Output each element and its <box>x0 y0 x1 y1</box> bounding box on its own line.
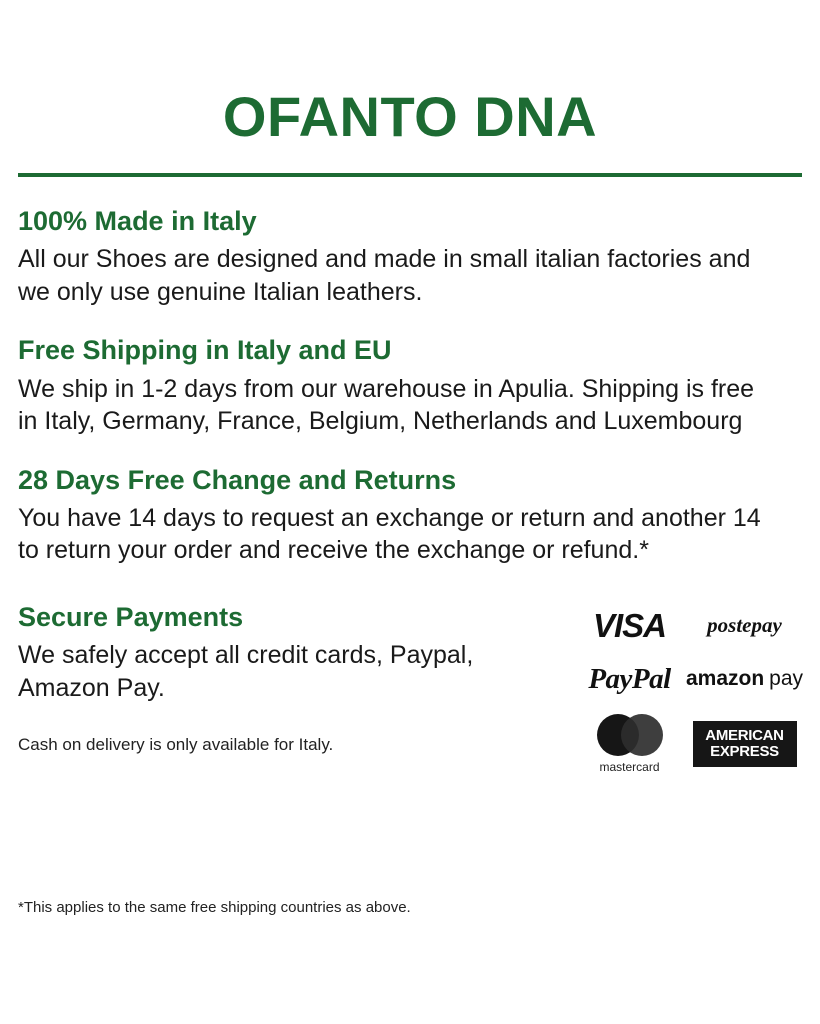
visa-label: VISA <box>592 606 667 644</box>
section-heading: Secure Payments <box>18 601 244 632</box>
payment-logo-row <box>572 663 802 696</box>
postepay-label: postepay <box>707 613 782 638</box>
amazon-pay-brand: amazon <box>685 667 765 691</box>
section-heading: 100% Made in Italy <box>18 205 257 236</box>
amazon-pay-icon <box>687 667 802 691</box>
cash-on-delivery-note: Cash on delivery is only available for Italy. <box>18 735 334 755</box>
amazon-pay-word: pay <box>769 667 804 691</box>
payment-logo-row <box>572 607 802 645</box>
amex-icon <box>687 721 802 767</box>
section-body: All our Shoes are designed and made in small italian factories and we only use genuine Italian leathers. <box>18 245 751 306</box>
visa-icon <box>572 607 687 645</box>
section-secure-payments <box>18 601 802 792</box>
section-body: You have 14 days to request an exchange or return and another 14 to return your order and receive the exchange or refund.* <box>18 503 761 565</box>
footnote: *This applies to the same free shipping countries as above. <box>18 899 411 916</box>
mastercard-circles <box>597 714 663 756</box>
postepay-icon <box>687 613 802 638</box>
section-free-returns <box>18 464 802 567</box>
section-heading: Free Shipping in Italy and EU <box>18 335 392 366</box>
payment-logo-row <box>572 714 802 774</box>
paypal-label: PayPal <box>588 662 671 695</box>
section-made-in-italy <box>18 205 802 308</box>
amex-line-2: EXPRESS <box>710 742 779 760</box>
mastercard-icon <box>572 714 687 774</box>
paypal-icon <box>572 663 687 696</box>
mastercard-label: mastercard <box>599 759 660 774</box>
amex-line-1: AMERICAN <box>705 727 784 745</box>
payment-logos <box>572 607 802 792</box>
title-divider <box>18 173 802 177</box>
section-free-shipping <box>18 334 802 437</box>
section-body: We safely accept all credit cards, Paypal, Amazon Pay. <box>18 641 474 702</box>
page-title: OFANTO DNA <box>222 85 598 148</box>
section-heading: 28 Days Free Change and Returns <box>18 464 457 495</box>
mastercard-circle-right <box>621 714 663 756</box>
secure-payments-text <box>18 601 538 773</box>
section-body: We ship in 1-2 days from our warehouse in Apulia. Shipping is free in Italy, Germany, France, Belgium, Netherlands and Luxembourg <box>18 374 755 436</box>
